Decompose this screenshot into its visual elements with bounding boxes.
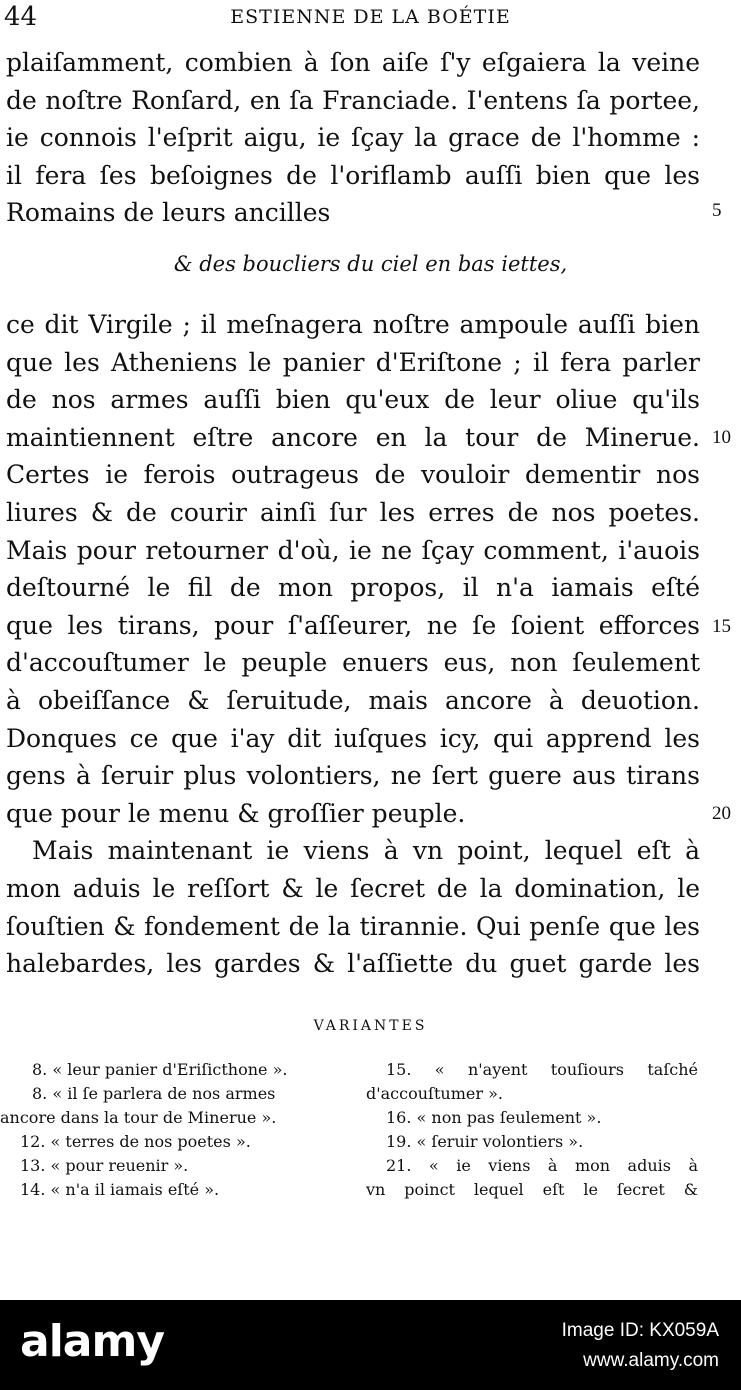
variant-note: vn poinct lequel eſt le ſecret & bbox=[366, 1180, 698, 1199]
variant-note: 16. « non pas ſeulement ». bbox=[386, 1108, 602, 1127]
variant-note: 15. « n'ayent touſiours taſché bbox=[386, 1060, 698, 1079]
variant-note: 19. « ſeruir volontiers ». bbox=[386, 1132, 584, 1151]
text-line: ce dit Virgile ; il meſnagera noſtre ampoule auſſi bien bbox=[6, 310, 700, 339]
running-title: ESTIENNE DE LA BOÉTIE bbox=[230, 6, 511, 28]
main-text bbox=[6, 44, 700, 232]
variant-note: 8. « il ſe parlera de nos armes bbox=[32, 1084, 276, 1103]
text-line: que les Atheniens le panier d'Eriſtone ; il fera parler bbox=[6, 347, 700, 377]
text-line: Certes ie ferois outrageus de vouloir dementir nos bbox=[6, 460, 700, 490]
stock-photo-banner bbox=[0, 1300, 741, 1390]
image-id: Image ID: KX059A bbox=[561, 1320, 719, 1341]
variant-note: d'accouſtumer ». bbox=[366, 1084, 503, 1103]
text-line: que pour le menu & groſſier peuple. bbox=[6, 798, 466, 828]
variant-note: ancore dans la tour de Minerue ». bbox=[0, 1108, 277, 1127]
text-line: ſouſtien & fondement de la tirannie. Qui penſe que les bbox=[6, 911, 700, 941]
text-line: de noſtre Ronſard, en ſa Franciade. I'entens ſa portee, bbox=[6, 85, 700, 115]
text-line: maintiennent eſtre ancore en la tour de Minerue. bbox=[6, 422, 700, 452]
verse-quotation: & des boucliers du ciel en bas iettes, bbox=[173, 252, 568, 276]
text-line: deſtourné le fil de mon propos, il n'a iamais eſté bbox=[6, 573, 700, 603]
text-line: à obeiſſance & ſeruitude, mais ancore à deuotion. bbox=[6, 685, 700, 715]
text-line: que les tirans, pour ſ'aſſeurer, ne ſe ſoient efforces bbox=[6, 610, 700, 640]
variant-note: 14. « n'a il iamais eſté ». bbox=[20, 1180, 220, 1199]
line-number: 5 bbox=[712, 200, 722, 221]
text-line: d'accouſtumer le peuple enuers eus, non ſeulement bbox=[6, 648, 700, 678]
text-line: Mais pour retourner d'où, ie ne ſçay comment, i'auois bbox=[6, 535, 700, 565]
page-number: 44 bbox=[4, 2, 38, 32]
main-text-continued bbox=[6, 306, 700, 983]
variant-note: 21. « ie viens à mon aduis à bbox=[386, 1156, 698, 1175]
text-line: Donques ce que i'ay dit iuſques icy, qui apprend les bbox=[6, 723, 700, 753]
text-line: halebardes, les gardes & l'aſſiette du guet garde les bbox=[6, 949, 700, 979]
text-line: mon aduis le reſſort & le ſecret de la domination, le bbox=[6, 873, 700, 903]
variant-note: 12. « terres de nos poetes ». bbox=[20, 1132, 251, 1151]
text-line: il fera ſes beſoignes de l'oriflamb auſſi bien que les bbox=[6, 160, 700, 190]
text-line: Mais maintenant ie viens à vn point, lequel eſt à bbox=[32, 836, 700, 866]
alamy-logo[interactable]: alamy bbox=[20, 1316, 164, 1367]
text-line: de nos armes auſſi bien qu'eux de leur oliue qu'ils bbox=[6, 385, 700, 415]
text-line: Romains de leurs ancilles bbox=[6, 198, 331, 228]
variant-note: 13. « pour reuenir ». bbox=[20, 1156, 189, 1175]
text-line: ie connois l'eſprit aigu, ie ſçay la grace de l'homme : bbox=[6, 123, 700, 153]
text-line: plaiſamment, combien à ſon aiſe ſ'y eſgaiera la veine bbox=[6, 48, 700, 77]
variant-note: 8. « leur panier d'Eriſicthone ». bbox=[32, 1060, 288, 1079]
variants-heading: VARIANTES bbox=[313, 1018, 428, 1034]
line-number: 10 bbox=[712, 427, 731, 448]
line-number: 20 bbox=[712, 803, 731, 824]
site-link[interactable]: www.alamy.com bbox=[583, 1350, 719, 1371]
variants-right-column bbox=[366, 1058, 698, 1202]
text-line: liures & de courir ainſi ſur les erres de nos poetes. bbox=[6, 497, 700, 527]
text-line: gens à ſeruir plus volontiers, ne ſert guere aus tirans bbox=[6, 761, 700, 791]
variants-left-column bbox=[0, 1058, 340, 1202]
line-number: 15 bbox=[712, 616, 731, 637]
